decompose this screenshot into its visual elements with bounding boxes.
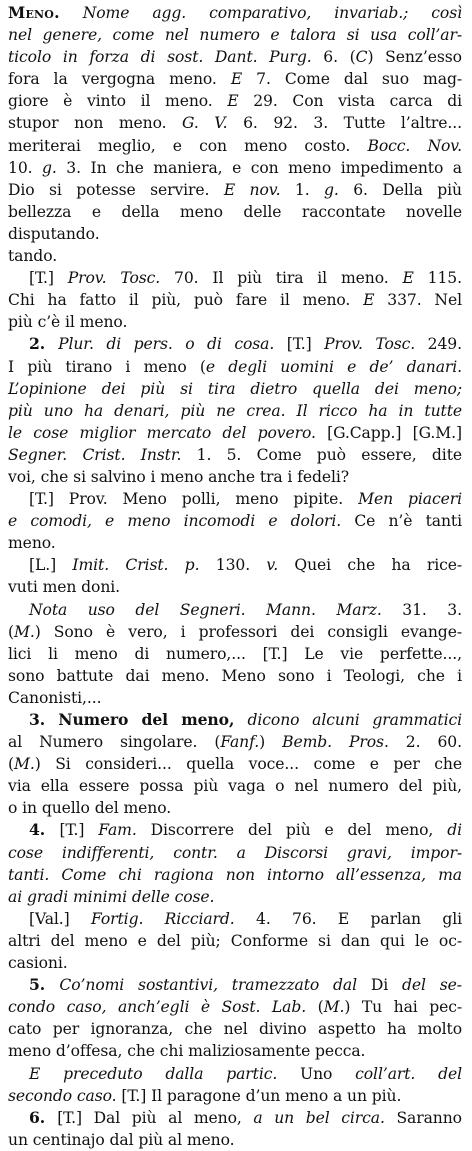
text-line [8, 753, 462, 775]
text-segment: [T.] [29, 269, 68, 288]
text-segment: 70. Il più tira il meno. [160, 269, 403, 288]
text-segment: via ella essere possa più vaga o nel numero del più, [8, 777, 462, 796]
text-segment: 6. Della più [338, 180, 462, 199]
text-segment: 6. ( [311, 48, 356, 67]
text-line [8, 599, 462, 621]
text-segment: Men piaceri [358, 490, 462, 509]
text-segment: ticolo in forza di sost. Dant. Purg. [8, 48, 312, 67]
text-segment: M. [323, 998, 345, 1017]
text-segment: vuti men doni. [8, 578, 121, 597]
text-segment: M. [13, 622, 35, 641]
text-segment: [T.] Il paragone d’un meno a un più. [116, 1086, 402, 1105]
text-line [8, 1129, 462, 1151]
text-segment: 249. [415, 335, 462, 354]
text-segment: le cose miglior mercato del povero. [8, 423, 316, 442]
text-segment: meno d’offesa, che chi maliziosamente pecca. [8, 1042, 366, 1061]
text-segment: stupor non meno. [8, 114, 183, 133]
text-segment: I più tirano i meno ( [8, 357, 206, 376]
text-segment: 337. Nel [374, 291, 462, 310]
text-segment: ai gradi minimi delle cose. [8, 887, 215, 906]
text-segment: bellezza e della meno delle raccontate novelle disputando. [8, 202, 462, 243]
text-segment: ( [306, 998, 324, 1017]
text-segment: del se- [402, 976, 462, 995]
text-segment: 6. 92. 3. Tutte l’altre... [227, 114, 462, 133]
text-line [8, 576, 462, 598]
text-line [8, 952, 462, 974]
text-segment: e degli uomini e de’ danari. [205, 357, 462, 376]
text-line [8, 1018, 462, 1040]
text-line [8, 974, 462, 996]
text-line [8, 643, 462, 665]
text-segment: [L.] [29, 556, 73, 575]
text-segment: ) Senz’esso [367, 48, 462, 67]
text-segment: 6. [29, 1107, 58, 1127]
text-segment: tando. [8, 247, 58, 266]
text-segment: Ce n’è tanti [341, 512, 462, 531]
text-segment: Fanf. [220, 733, 260, 752]
text-segment: [T.] Prov. Meno polli, meno pipite. [29, 490, 359, 509]
text-segment: [Val.] [29, 909, 91, 928]
text-line [8, 311, 462, 333]
text-segment: C [355, 48, 368, 67]
text-segment: di [447, 821, 462, 840]
text-segment: ) Si consideri... quella voce... come e per che [34, 755, 462, 774]
text-segment: Fam. [98, 821, 137, 840]
text-segment: Canonisti,... [8, 688, 102, 707]
text-line [8, 2, 462, 24]
text-line [8, 267, 462, 289]
text-line [8, 864, 462, 886]
text-segment: meno. [8, 534, 56, 553]
text-segment: G. V. [182, 114, 228, 133]
text-segment: E [227, 92, 239, 111]
text-line [8, 1107, 462, 1129]
text-segment: dicono alcuni grammatici [247, 711, 462, 729]
text-line [8, 201, 462, 245]
text-segment: 2. 60. [388, 733, 462, 752]
text-segment: un centinajo dal più al meno. [8, 1130, 235, 1149]
text-line [8, 157, 462, 179]
text-segment: E [363, 291, 375, 310]
text-segment: e comodi, e meno incomodi e dolori. [8, 512, 342, 531]
text-segment: 5. [29, 975, 60, 995]
text-segment: Di [357, 976, 403, 995]
text-line [8, 554, 462, 576]
text-line [8, 819, 462, 841]
text-line [8, 797, 462, 819]
text-segment: Nome agg. comparativo, invariab.; così [82, 4, 462, 22]
text-segment: 115. [413, 269, 462, 288]
text-segment: Chi ha fatto il più, può fare il meno. [8, 291, 364, 310]
text-segment: Bemb. Pros. [282, 733, 389, 752]
text-segment: Co’nomi sostantivi, tramezzato dal [59, 976, 358, 995]
text-segment: Fortig. Ricciard. [91, 909, 235, 928]
text-line [8, 46, 462, 68]
text-segment: Prov. Tosc. [67, 269, 161, 288]
text-line [8, 333, 462, 355]
text-line [8, 532, 462, 554]
text-segment: più c’è il meno. [8, 313, 128, 332]
text-line [8, 488, 462, 510]
text-segment: 4. 76. E parlan gli [234, 909, 462, 928]
text-segment: più uno ha denari, più ne crea. Il ricco ha in tutte [8, 401, 462, 420]
text-segment: E [402, 269, 414, 288]
text-segment: Imit. Crist. p. [72, 556, 200, 575]
text-line [8, 842, 462, 864]
text-segment: [T.] [274, 335, 325, 354]
text-line [8, 245, 462, 267]
text-line [8, 775, 462, 797]
text-segment: meriterai meglio, e con meno costo. [8, 136, 368, 155]
text-line [8, 112, 462, 134]
text-segment: [G.Capp.] [G.M.] [315, 423, 462, 442]
text-line [8, 135, 462, 157]
text-segment: 2. [29, 334, 59, 354]
text-segment: casioni. [8, 954, 68, 973]
text-segment: al Numero singolare. ( [8, 733, 221, 752]
text-segment: v. [266, 556, 279, 575]
text-segment: L’opinione dei più si tira dietro quella dei meno; [8, 379, 462, 398]
text-line [8, 179, 462, 201]
text-segment: 3. Numero del meno, [29, 710, 248, 729]
text-segment: Nota uso del Segneri. Mann. Marz. [29, 600, 382, 619]
text-line [8, 886, 462, 908]
text-segment: 4. [29, 820, 60, 840]
text-segment: Dio si potesse servire. [8, 180, 224, 199]
text-segment: Discorrere del più e del meno, [136, 821, 448, 840]
text-segment: Quei che ha rice- [278, 556, 463, 575]
text-segment: Plur. di pers. o di cosa. [58, 335, 275, 354]
text-line [8, 444, 462, 466]
text-segment: tanti. Come chi ragiona non intorno all’essenza, ma [8, 865, 462, 884]
text-line [8, 510, 462, 532]
text-segment: 31. 3. [381, 600, 462, 619]
text-line [8, 665, 462, 687]
text-segment: M. [13, 755, 35, 774]
text-line [8, 90, 462, 112]
text-segment: 3. In che maniera, e con meno impedimento a [56, 158, 462, 177]
text-segment: 29. Con vista carca di [238, 92, 462, 111]
text-segment: g. [42, 158, 57, 177]
text-segment: fora la vergogna meno. [8, 70, 231, 89]
text-line [8, 930, 462, 952]
text-line [8, 731, 462, 753]
text-segment: sono battute dai meno. Meno sono i Teologi, che i [8, 666, 462, 685]
text-segment: voi, che si salvino i meno anche tra i fedeli? [8, 467, 349, 486]
text-segment: 10. [8, 158, 43, 177]
text-segment: condo caso, anch’egli è Sost. Lab. [8, 998, 307, 1017]
text-segment: Prov. Tosc. [324, 335, 416, 354]
text-line [8, 356, 462, 378]
text-line [8, 68, 462, 90]
text-line [8, 908, 462, 930]
text-line [8, 687, 462, 709]
text-line [8, 621, 462, 643]
text-line [8, 996, 462, 1018]
text-segment: cose indifferenti, contr. a Discorsi gravi, impor- [8, 843, 462, 862]
text-segment: E preceduto dalla partic. [29, 1064, 278, 1083]
text-segment: Bocc. Nov. [367, 136, 462, 155]
text-line [8, 422, 462, 444]
text-line [8, 1085, 462, 1107]
text-segment: 7. Come dal suo mag- [242, 70, 462, 89]
text-line [8, 1063, 462, 1085]
text-segment: a un bel circa. [253, 1108, 385, 1127]
text-segment: ( [8, 755, 14, 774]
text-line [8, 1040, 462, 1062]
text-segment: g. [324, 180, 339, 199]
text-segment: [T.] [59, 821, 99, 840]
text-segment: ) [259, 733, 283, 752]
text-segment: 130. [199, 556, 267, 575]
text-segment: altri del meno e del più; Conforme si dan qui le oc- [8, 931, 462, 950]
text-segment: o in quello del meno. [8, 799, 172, 818]
text-segment: 1. [280, 180, 325, 199]
text-segment: coll’art. del [355, 1064, 462, 1083]
text-line [8, 378, 462, 400]
text-segment: [T.] Dal più al meno, [57, 1108, 254, 1127]
text-line [8, 400, 462, 422]
text-line [8, 709, 462, 731]
text-segment: Segner. Crist. Instr. [8, 445, 182, 464]
text-segment: 1. 5. Come può essere, dite [181, 445, 462, 464]
text-segment: Uno [277, 1064, 356, 1083]
text-segment: ( [8, 622, 14, 641]
text-segment: giore è vinto il meno. [8, 92, 228, 111]
dictionary-entry-meno [8, 2, 462, 1151]
text-segment: lici li meno di numero,... [T.] Le vie perfette..., [8, 644, 462, 663]
text-segment: Saranno [384, 1108, 462, 1127]
text-segment: secondo caso. [8, 1086, 117, 1105]
text-segment [60, 4, 83, 22]
text-segment: Meno. [8, 3, 60, 22]
text-segment: ) Sono è vero, i professori dei consigli evange- [34, 622, 462, 641]
text-line [8, 466, 462, 488]
text-segment: E nov. [223, 180, 281, 199]
text-segment: cato per ignoranza, che nel divino aspetto ha molto [8, 1020, 462, 1039]
text-segment: ) Tu hai pec- [344, 998, 463, 1017]
text-line [8, 289, 462, 311]
text-line [8, 24, 462, 46]
text-segment: E [230, 70, 243, 89]
text-segment: nel genere, come nel numero e talora si usa coll’ar- [8, 26, 462, 45]
